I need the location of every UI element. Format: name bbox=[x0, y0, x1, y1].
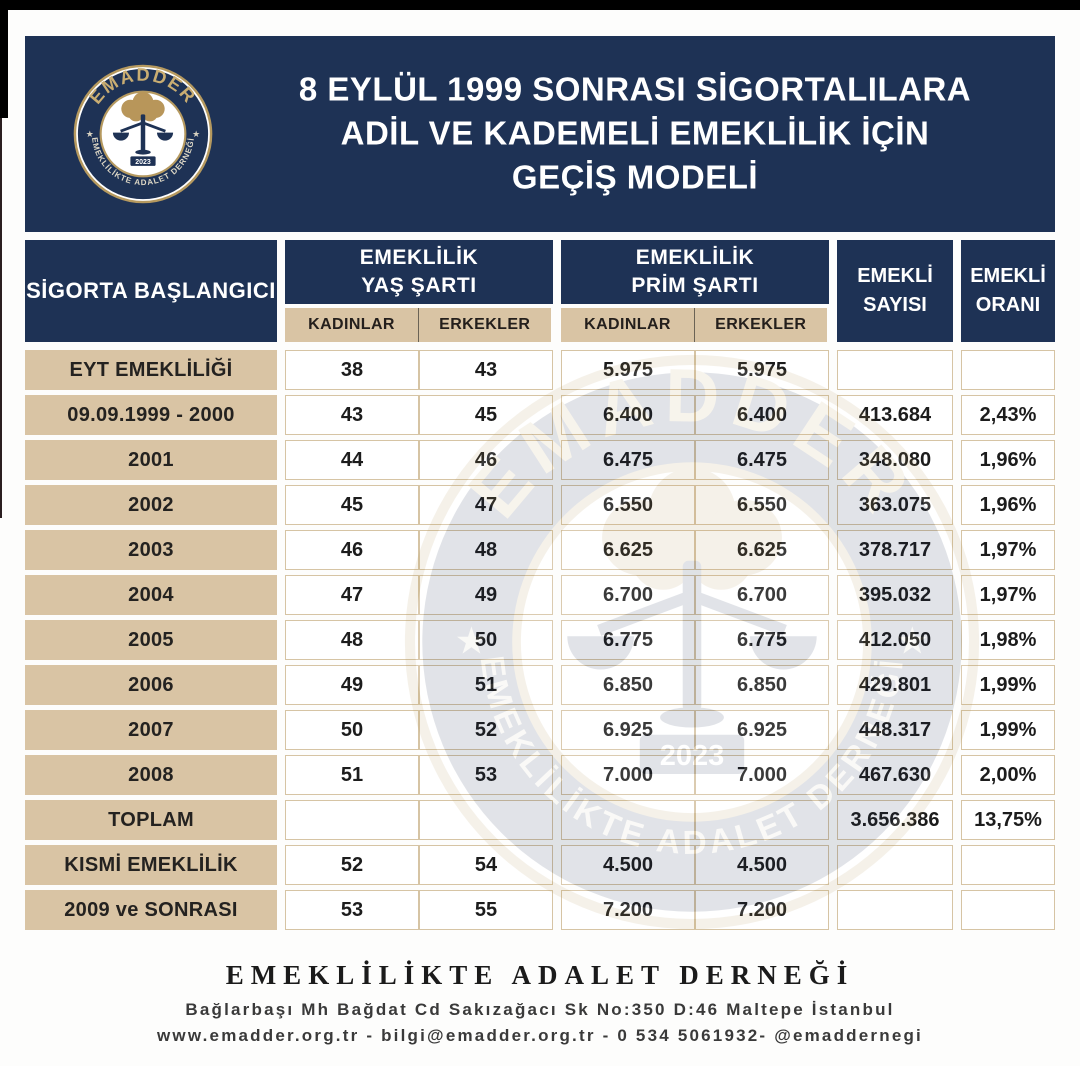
cell-premium-men: 7.000 bbox=[695, 755, 829, 795]
cell-premium-women: 6.475 bbox=[561, 440, 695, 480]
header-rate-line2: ORANI bbox=[975, 294, 1041, 316]
header-group-premium bbox=[561, 240, 829, 342]
cell-insurance-start: 2007 bbox=[25, 710, 277, 750]
cell-age-men: 45 bbox=[419, 395, 553, 435]
cell-retiree-rate bbox=[961, 890, 1055, 930]
header-age-men: ERKEKLER bbox=[418, 308, 551, 342]
table-body bbox=[25, 350, 1055, 930]
cell-age-men: 51 bbox=[419, 665, 553, 705]
table-row bbox=[25, 845, 1055, 885]
cell-retiree-rate: 1,99% bbox=[961, 710, 1055, 750]
table-row bbox=[25, 890, 1055, 930]
cell-premium-men: 6.625 bbox=[695, 530, 829, 570]
pension-table bbox=[25, 240, 1055, 935]
cell-age-women: 51 bbox=[285, 755, 419, 795]
cell-age-men bbox=[419, 800, 553, 840]
cell-premium-women: 6.550 bbox=[561, 485, 695, 525]
cell-retiree-count: 448.317 bbox=[837, 710, 953, 750]
cell-age-men: 53 bbox=[419, 755, 553, 795]
cell-insurance-start: 2003 bbox=[25, 530, 277, 570]
cell-premium-men: 5.975 bbox=[695, 350, 829, 390]
cell-premium-men: 6.475 bbox=[695, 440, 829, 480]
header-count-line1: EMEKLİ bbox=[857, 265, 933, 287]
crop-artifact-left bbox=[0, 0, 8, 118]
cell-age-men: 47 bbox=[419, 485, 553, 525]
cell-retiree-count: 413.684 bbox=[837, 395, 953, 435]
cell-premium-men: 6.850 bbox=[695, 665, 829, 705]
header-group-age bbox=[285, 240, 553, 342]
cell-age-women: 48 bbox=[285, 620, 419, 660]
cell-retiree-count bbox=[837, 350, 953, 390]
cell-premium-men: 6.700 bbox=[695, 575, 829, 615]
header-count-line2: SAYISI bbox=[863, 294, 927, 316]
header-premium-men: ERKEKLER bbox=[694, 308, 827, 342]
header-premium-line2: PRİM ŞARTI bbox=[631, 274, 759, 297]
footer-org-name: EMEKLİLİKTE ADALET DERNEĞİ bbox=[225, 960, 855, 990]
cell-premium-women: 6.700 bbox=[561, 575, 695, 615]
cell-retiree-count: 363.075 bbox=[837, 485, 953, 525]
cell-retiree-count: 412.050 bbox=[837, 620, 953, 660]
crop-artifact-left-thin bbox=[0, 118, 2, 518]
cell-age-women: 45 bbox=[285, 485, 419, 525]
header-age-line1: EMEKLİLİK bbox=[359, 245, 479, 269]
cell-insurance-start: 2002 bbox=[25, 485, 277, 525]
cell-insurance-start: EYT EMEKLİLİĞİ bbox=[25, 350, 277, 390]
cell-retiree-rate: 2,43% bbox=[961, 395, 1055, 435]
cell-premium-men: 6.925 bbox=[695, 710, 829, 750]
poster-title-line3: GEÇİŞ MODELİ bbox=[511, 159, 759, 197]
footer-contact: www.emadder.org.tr - bilgi@emadder.org.tr - 0 534 5061932- @emaddernegi bbox=[157, 1026, 923, 1045]
cell-age-men: 50 bbox=[419, 620, 553, 660]
footer-address: Bağlarbaşı Mh Bağdat Cd Sakızağacı Sk No:350 D:46 Maltepe İstanbul bbox=[185, 1000, 895, 1019]
cell-age-men: 48 bbox=[419, 530, 553, 570]
table-row bbox=[25, 350, 1055, 390]
header-premium-line1: EMEKLİLİK bbox=[635, 245, 755, 269]
poster-title-line1: 8 EYLÜL 1999 SONRASI SİGORTALILARA bbox=[298, 70, 972, 108]
cell-retiree-rate: 1,98% bbox=[961, 620, 1055, 660]
cell-retiree-rate: 1,97% bbox=[961, 575, 1055, 615]
cell-retiree-count: 429.801 bbox=[837, 665, 953, 705]
cell-age-men: 49 bbox=[419, 575, 553, 615]
cell-premium-men: 6.775 bbox=[695, 620, 829, 660]
table-row bbox=[25, 800, 1055, 840]
cell-insurance-start: TOPLAM bbox=[25, 800, 277, 840]
table-row bbox=[25, 395, 1055, 435]
header-rate-line1: EMEKLİ bbox=[970, 265, 1046, 287]
cell-age-men: 55 bbox=[419, 890, 553, 930]
cell-premium-women: 6.625 bbox=[561, 530, 695, 570]
cell-insurance-start: KISMİ EMEKLİLİK bbox=[25, 845, 277, 885]
header-banner bbox=[25, 36, 1055, 232]
cell-retiree-rate: 1,96% bbox=[961, 440, 1055, 480]
cell-retiree-count bbox=[837, 890, 953, 930]
poster-title bbox=[230, 68, 1040, 201]
cell-retiree-rate: 1,97% bbox=[961, 530, 1055, 570]
table-row bbox=[25, 440, 1055, 480]
cell-age-women bbox=[285, 800, 419, 840]
cell-premium-men bbox=[695, 800, 829, 840]
header-age-requirement bbox=[285, 240, 553, 304]
cell-age-women: 53 bbox=[285, 890, 419, 930]
cell-age-women: 38 bbox=[285, 350, 419, 390]
cell-age-women: 43 bbox=[285, 395, 419, 435]
cell-age-women: 44 bbox=[285, 440, 419, 480]
header-age-line2: YAŞ ŞARTI bbox=[361, 274, 477, 297]
cell-age-men: 46 bbox=[419, 440, 553, 480]
cell-insurance-start: 09.09.1999 - 2000 bbox=[25, 395, 277, 435]
table-row bbox=[25, 485, 1055, 525]
cell-retiree-count bbox=[837, 845, 953, 885]
cell-retiree-rate: 2,00% bbox=[961, 755, 1055, 795]
header-insurance-start: SİGORTA BAŞLANGICI bbox=[25, 240, 277, 342]
cell-premium-women: 6.925 bbox=[561, 710, 695, 750]
cell-premium-women bbox=[561, 800, 695, 840]
cell-age-women: 46 bbox=[285, 530, 419, 570]
crop-artifact-top bbox=[0, 0, 1080, 10]
cell-premium-women: 7.200 bbox=[561, 890, 695, 930]
cell-insurance-start: 2005 bbox=[25, 620, 277, 660]
cell-insurance-start: 2001 bbox=[25, 440, 277, 480]
cell-retiree-rate bbox=[961, 350, 1055, 390]
cell-premium-women: 6.400 bbox=[561, 395, 695, 435]
emadder-logo bbox=[73, 64, 213, 204]
cell-age-women: 52 bbox=[285, 845, 419, 885]
cell-retiree-rate: 13,75% bbox=[961, 800, 1055, 840]
table-row bbox=[25, 755, 1055, 795]
cell-insurance-start: 2008 bbox=[25, 755, 277, 795]
header-retiree-rate bbox=[961, 240, 1055, 342]
table-row bbox=[25, 575, 1055, 615]
cell-insurance-start: 2004 bbox=[25, 575, 277, 615]
cell-age-women: 47 bbox=[285, 575, 419, 615]
cell-retiree-count: 348.080 bbox=[837, 440, 953, 480]
cell-retiree-count: 395.032 bbox=[837, 575, 953, 615]
cell-retiree-rate: 1,99% bbox=[961, 665, 1055, 705]
cell-premium-men: 6.400 bbox=[695, 395, 829, 435]
cell-premium-women: 6.850 bbox=[561, 665, 695, 705]
table-row bbox=[25, 665, 1055, 705]
cell-premium-women: 6.775 bbox=[561, 620, 695, 660]
cell-age-women: 49 bbox=[285, 665, 419, 705]
cell-age-men: 43 bbox=[419, 350, 553, 390]
cell-retiree-count: 467.630 bbox=[837, 755, 953, 795]
header-retiree-count bbox=[837, 240, 953, 342]
cell-premium-men: 7.200 bbox=[695, 890, 829, 930]
poster-title-line2: ADİL VE KADEMELİ EMEKLİLİK İÇİN bbox=[340, 114, 930, 152]
cell-insurance-start: 2009 ve SONRASI bbox=[25, 890, 277, 930]
table-row bbox=[25, 710, 1055, 750]
header-age-women: KADINLAR bbox=[285, 308, 418, 342]
cell-premium-women: 5.975 bbox=[561, 350, 695, 390]
cell-premium-women: 4.500 bbox=[561, 845, 695, 885]
table-row bbox=[25, 530, 1055, 570]
cell-premium-women: 7.000 bbox=[561, 755, 695, 795]
cell-retiree-count: 378.717 bbox=[837, 530, 953, 570]
header-premium-requirement bbox=[561, 240, 829, 304]
cell-premium-men: 6.550 bbox=[695, 485, 829, 525]
cell-age-women: 50 bbox=[285, 710, 419, 750]
table-header bbox=[25, 240, 1055, 342]
cell-insurance-start: 2006 bbox=[25, 665, 277, 705]
table-row bbox=[25, 620, 1055, 660]
header-premium-women: KADINLAR bbox=[561, 308, 694, 342]
cell-premium-men: 4.500 bbox=[695, 845, 829, 885]
cell-age-men: 52 bbox=[419, 710, 553, 750]
cell-age-men: 54 bbox=[419, 845, 553, 885]
cell-retiree-rate: 1,96% bbox=[961, 485, 1055, 525]
cell-retiree-rate bbox=[961, 845, 1055, 885]
cell-retiree-count: 3.656.386 bbox=[837, 800, 953, 840]
